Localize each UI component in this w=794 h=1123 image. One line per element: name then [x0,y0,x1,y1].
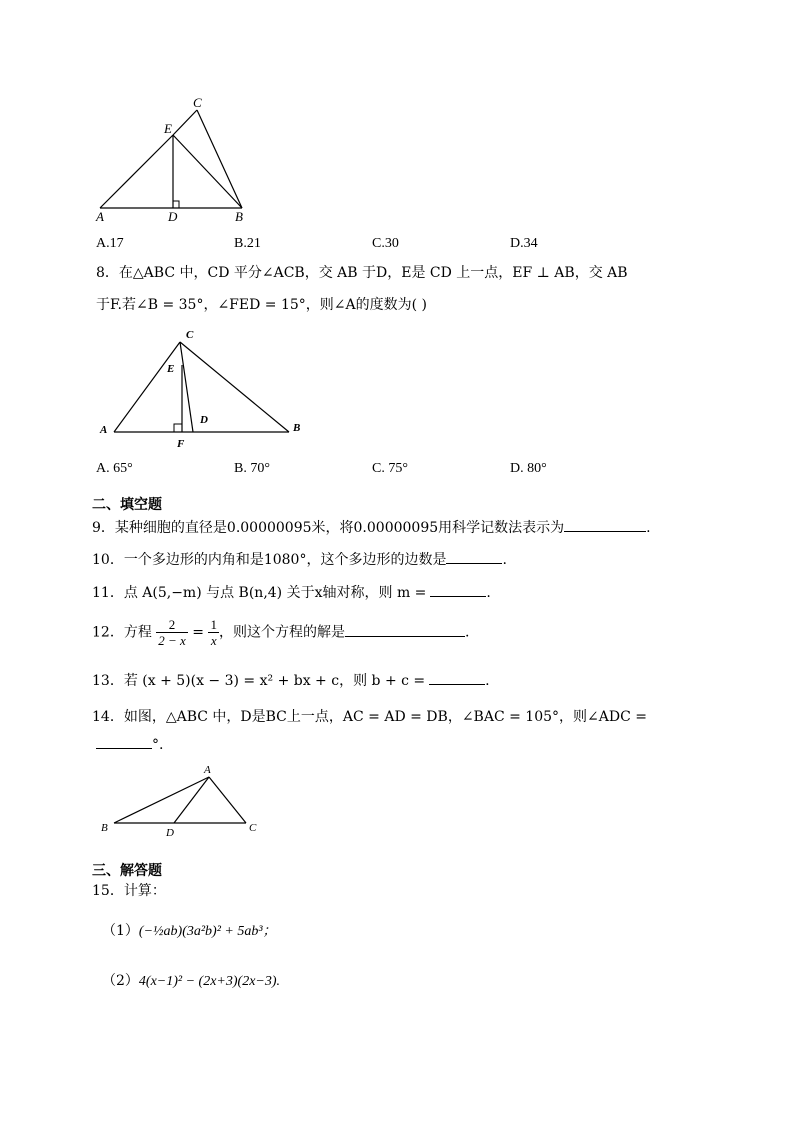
q11-question: 11．点 A(5,−m) 与点 B(n,4) 关于x轴对称，则 m = [92,585,427,601]
q8-option-b: B. 70° [234,461,270,476]
fig7-label-c: C [193,95,202,110]
q7-option-d: D.34 [510,236,538,251]
q7-option-b: B.21 [234,236,261,251]
q7-option-c: C.30 [372,236,399,251]
fig14-label-d: D [166,827,174,839]
q13-answer-blank [429,670,485,685]
fig8-line-ac [114,342,180,432]
fig8-label-e: E [167,363,175,375]
fig8-label-b: B [293,422,301,434]
q9-end: . [646,520,651,536]
figure-q14 [96,760,266,840]
q12-frac2-numerator: 1 [210,617,217,632]
q13-question: 13．若 (x + 5)(x − 3) = x² + bx + c，则 b + c = [92,673,426,689]
fig14-label-a: A [204,764,211,776]
q12-frac1-denominator: 2 − x [158,633,186,648]
q12-prefix: 12．方程 [92,624,152,641]
fig7-label-d: D [168,209,178,224]
q15-part2 [102,972,280,991]
q8-text-line1: 8．在△ABC 中，CD 平分∠ACB，交 AB 于D，E是 CD 上一点，EF ⊥ AB，交 AB [96,265,628,281]
q12-equals: = [192,624,205,641]
q10-end: . [502,552,507,568]
fig8-line-cb [180,342,289,432]
q10-text [92,549,507,569]
fig8-right-angle-mark [174,424,182,432]
q12-frac2-denominator: x [210,633,217,648]
q13-text [92,670,490,690]
q12-fraction-right [208,617,219,648]
fig7-label-a: A [96,209,104,224]
q15-part1-label: （1） [102,923,139,939]
q12-frac1-numerator: 2 [156,617,188,633]
fig7-line-ec [173,110,197,135]
fig14-line-ac [209,777,246,823]
q9-question: 9．某种细胞的直径是0.00000095米，将0.00000095用科学记数法表示为 [92,520,565,536]
q9-text [92,517,651,537]
q14-text-line2 [96,734,163,754]
fig14-line-ad [174,777,209,823]
q14-end: °. [152,737,164,753]
fig8-label-c: C [186,329,194,341]
q7-option-a: A.17 [96,236,124,251]
fig7-line-eb [173,135,242,208]
q13-end: . [485,673,490,689]
fig7-label-b: B [235,209,243,224]
fig8-label-d: D [200,414,208,426]
figure-q7 [90,92,260,227]
q9-answer-blank [564,517,646,532]
fig8-label-a: A [100,424,108,436]
q8-text-line2: 于F.若∠B = 35°，∠FED = 15°，则∠A的度数为( ) [96,297,427,313]
fig7-line-cb [197,110,242,208]
q10-question: 10．一个多边形的内角和是1080°，这个多边形的边数是 [92,552,447,568]
fig7-line-ae [100,135,173,208]
q15-part1-expression: (−½ab)(3a²b)² + 5ab³； [138,924,277,939]
fig14-label-c: C [249,822,257,834]
q15-part2-label: （2） [102,973,139,989]
fig7-label-e: E [164,121,172,136]
q15-part1 [102,922,277,941]
q10-answer-blank [446,549,502,564]
q12-answer-blank [345,622,465,637]
q12-suffix: ，则这个方程的解是 [218,624,345,641]
q8-option-d: D. 80° [510,461,547,476]
section-fill-in-blank-heading: 二、填空题 [92,497,162,513]
q11-text [92,582,491,602]
fig14-label-b: B [101,822,108,834]
q12-text [92,617,469,648]
section-solve-heading: 三、解答题 [92,863,162,879]
q12-end: . [464,624,470,641]
q8-option-c: C. 75° [372,461,408,476]
fig7-right-angle-mark [173,201,179,208]
q8-option-a: A. 65° [96,461,133,476]
q15-part2-expression: 4(x−1)² − (2x+3)(2x−3). [138,974,281,989]
fig8-label-f: F [177,438,185,450]
q14-answer-blank [96,734,152,749]
q12-fraction-left [156,617,188,648]
q14-text-line1: 14．如图，△ABC 中，D是BC上一点，AC = AD = DB，∠BAC = 105°，则∠ADC = [92,709,647,725]
q15-title: 15．计算： [92,883,166,899]
q11-answer-blank [430,582,486,597]
figure-q8 [92,325,312,450]
q11-end: . [486,585,491,601]
fig14-line-ba [114,777,209,823]
